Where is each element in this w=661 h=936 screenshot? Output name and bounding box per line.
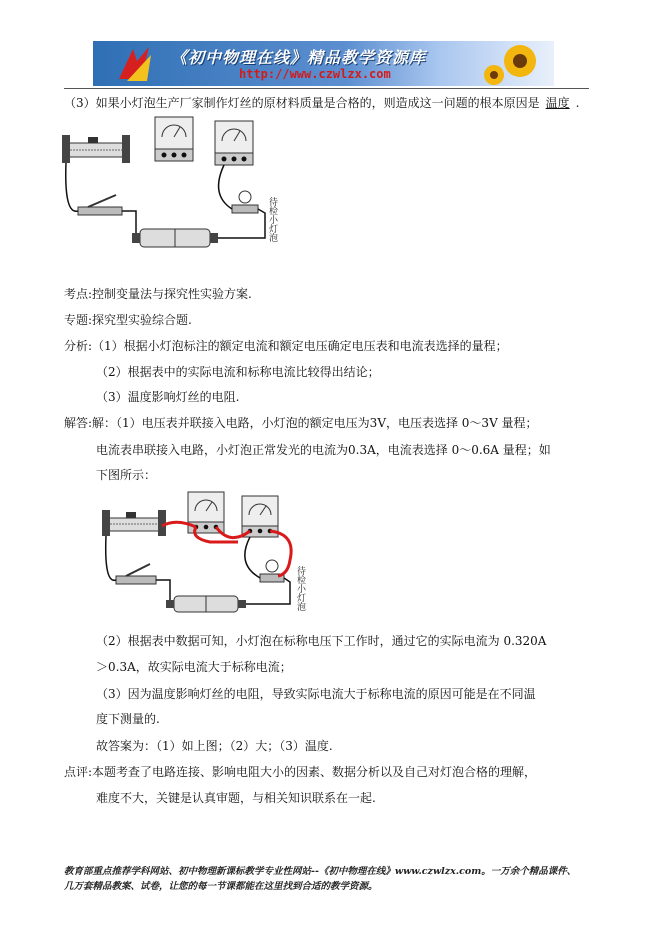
zhuanti-text: 探究型实验综合题. <box>92 313 192 327</box>
sunflower-icon <box>480 41 550 86</box>
rheostat-icon <box>102 510 166 536</box>
figure-1-bulb-label: 待检小灯泡 <box>267 197 277 242</box>
bulb-icon <box>232 191 258 213</box>
jieda <box>64 415 538 431</box>
circuit-figure-1 <box>60 115 300 260</box>
circuit-figure-2 <box>100 490 320 620</box>
header-banner <box>93 41 554 86</box>
zhuanti <box>64 312 192 328</box>
figure-2-bulb-label: 待检小灯泡 <box>295 566 305 611</box>
jieda-line-7: 度下测量的. <box>96 712 160 726</box>
switch-icon <box>78 195 122 215</box>
question-3-end: . <box>575 96 580 110</box>
footer-line-1: 教育部重点推荐学科网站、初中物理新课标教学专业性网站--《初中物理在线》www.czwlzx.com。一万余个精品课件、 <box>64 866 577 877</box>
dianping <box>64 764 536 780</box>
question-3-answer: 温度 <box>545 96 570 110</box>
jieda-line-8: 故答案为：（1）如上图；（2）大；（3）温度. <box>96 739 333 753</box>
banner-url[interactable]: http://www.czwlzx.com <box>239 67 391 81</box>
kaodian-text: 控制变量法与探究性实验方案. <box>92 287 252 301</box>
footer-line-2: 几万套精品教案、试卷，让您的每一节课都能在这里找到合适的教学资源。 <box>64 881 378 892</box>
kaodian-label: 考点: <box>64 287 93 301</box>
question-3 <box>64 95 579 111</box>
site-logo-icon <box>101 41 161 86</box>
zhuanti-label: 专题: <box>64 313 93 327</box>
dianping-line-2: 难度不大，关键是认真审题，与相关知识联系在一起. <box>96 791 376 805</box>
fenxi <box>64 338 508 354</box>
jieda-line-4: （2）根据表中数据可知，小灯泡在标称电压下工作时，通过它的实际电流为 0.320A <box>96 634 547 648</box>
jieda-line-3: 下图所示： <box>96 468 157 482</box>
switch-icon <box>116 564 156 584</box>
jieda-line-2: 电流表串联接入电路，小灯泡正常发光的电流为0.3A，电流表选择 0～0.6A 量程；如 <box>96 443 551 457</box>
battery-icon <box>166 596 246 612</box>
dianping-line-1: 本题考查了电路连接、影响电阻大小的因素、数据分析以及自己对灯泡合格的理解， <box>92 765 537 779</box>
fenxi-line-1: （1）根据小灯泡标注的额定电流和额定电压确定电压表和电流表选择的量程； <box>92 339 508 353</box>
fenxi-label: 分析: <box>64 339 93 353</box>
ammeter-icon <box>215 121 253 165</box>
jieda-line-5: ＞0.3A，故实际电流大于标称电流； <box>96 660 292 674</box>
jieda-label: 解答: <box>64 416 93 430</box>
page-footer <box>64 864 604 894</box>
question-3-text: （3）如果小灯泡生产厂家制作灯丝的原材料质量是合格的，则造成这一问题的根本原因是 <box>64 96 540 110</box>
battery-icon <box>132 229 218 247</box>
fenxi-line-3: （3）温度影响灯丝的电阻. <box>96 390 240 404</box>
fenxi-line-2: （2）根据表中的实际电流和标称电流比较得出结论； <box>96 365 380 379</box>
voltmeter-icon <box>155 117 193 161</box>
kaodian <box>64 286 252 302</box>
dianping-label: 点评: <box>64 765 93 779</box>
jieda-line-1: 解：（1）电压表并联接入电路，小灯泡的额定电压为3V，电压表选择 0～3V 量程； <box>92 416 538 430</box>
header-rule <box>64 88 589 89</box>
bulb-icon <box>260 560 284 582</box>
jieda-line-6: （3）因为温度影响灯丝的电阻，导致实际电流大于标称电流的原因可能是在不同温 <box>96 687 536 701</box>
rheostat-icon <box>62 135 130 163</box>
banner-title: 《初中物理在线》精品教学资源库 <box>171 48 427 67</box>
